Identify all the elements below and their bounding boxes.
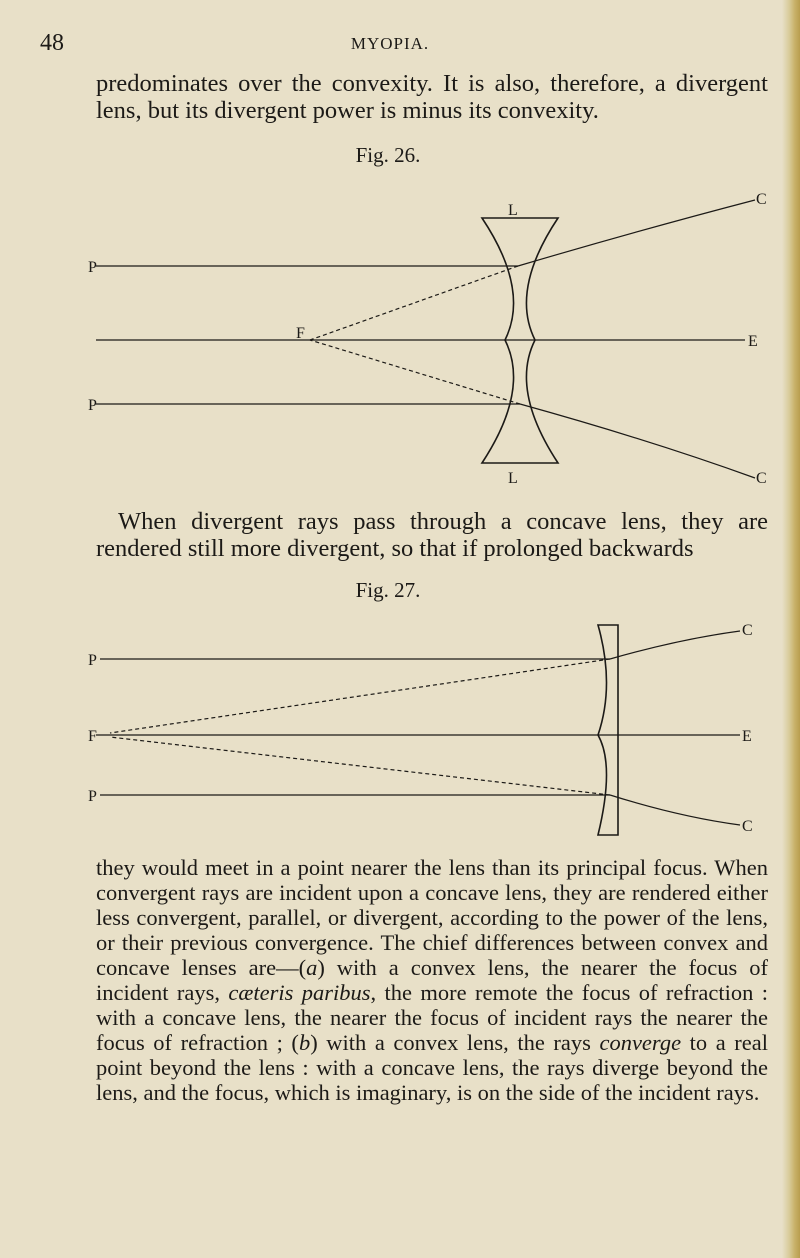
label-L-bottom: L [508,470,518,487]
page-header [40,30,740,60]
figure-27-concave-lens-diagram [0,605,800,845]
text-run: , the more remote the focus of refraction : with a concave lens, the nearer the focus of incident rays the nearer the focus of refraction ; ( [96,980,769,1055]
figure-27-caption: Fig. 27. [355,578,421,602]
paragraph-bottom [96,855,768,1105]
label-C-bottom: C [742,818,753,835]
plano-concave-lens [598,625,618,835]
ray-bottom-refracted [610,795,740,825]
label-P-top: P [88,652,97,669]
label-L-top: L [508,202,518,219]
paragraph-middle: When divergent rays pass through a concave lens, they are rendered still more divergent, so that if prolonged backwards [96,508,768,562]
label-P-top: P [88,259,97,276]
text-run: they would meet in a point nearer the lens than its principal focus. When convergent rays are incident upon a concave lens, they are rendered either less convergent, parallel, or divergent, according to the power of the lens, or their previous convergence. The chief differences between convex and concave lenses are—( [96,855,768,980]
ray-bottom-virtual-extension [110,737,610,795]
running-head: MYOPIA. [350,34,430,53]
label-E: E [742,728,752,745]
figure-26-caption: Fig. 26. [355,143,421,167]
paragraph-top: predominates over the convexity. It is also, therefore, a divergent lens, but its divergent power is minus its convexity. [96,70,768,124]
label-F: F [88,728,97,745]
italic-letter-b: b [298,1030,311,1055]
italic-letter-a: a [306,955,318,980]
italic-word: converge [599,1030,682,1055]
text-run: to a real point beyond the lens : with a concave lens, the rays diverge beyond the lens, and the focus, which is imaginary, is on the side of the incident rays. [96,1030,768,1105]
text-run: ) with a convex lens, the rays [310,1030,600,1055]
ray-bottom-virtual-extension [310,340,520,404]
page-number: 48 [40,30,64,56]
italic-phrase: cæteris paribus [228,980,371,1005]
ray-top-virtual-extension [310,266,518,340]
ray-top-refracted [610,631,740,659]
label-C-top: C [756,191,767,208]
label-E: E [748,333,758,350]
ray-top-refracted [518,200,755,266]
figure-26-concave-lens-diagram [0,180,800,500]
text-run: ) with a convex lens, the nearer the focus of incident rays, [96,955,768,1005]
label-P-bottom: P [88,397,97,414]
label-C-bottom: C [756,470,767,487]
ray-bottom-refracted [520,404,755,478]
label-C-top: C [742,622,753,639]
ray-top-virtual-extension [110,659,610,733]
label-F: F [296,325,305,342]
label-P-bottom: P [88,788,97,805]
